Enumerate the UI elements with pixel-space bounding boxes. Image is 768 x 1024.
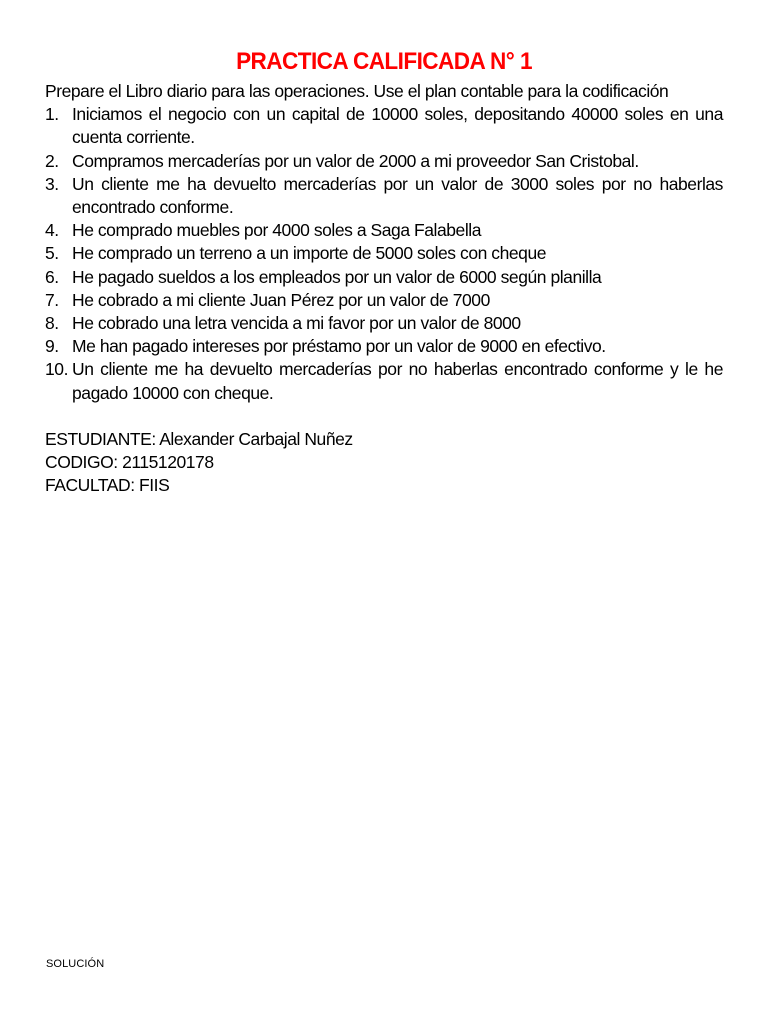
list-item — [45, 173, 723, 219]
list-item-number: 4. — [45, 220, 59, 241]
list-item-number: 7. — [45, 289, 59, 310]
list-item-text: Un cliente me ha devuelto mercaderías por un valor de 3000 soles por no haberlas encontrado conforme. — [72, 173, 723, 218]
list-item-number: 6. — [45, 266, 59, 287]
list-item-number: 2. — [45, 150, 59, 171]
list-item — [45, 289, 723, 312]
list-item-text: He comprado muebles por 4000 soles a Saga Falabella — [72, 220, 481, 241]
list-item-number: 1. — [45, 104, 59, 125]
list-item — [45, 266, 723, 289]
student-name: ESTUDIANTE: Alexander Carbajal Nuñez — [45, 428, 353, 449]
list-item — [45, 219, 723, 242]
list-item-text: He cobrado una letra vencida a mi favor por un valor de 8000 — [72, 313, 521, 334]
list-item-text: Compramos mercaderías por un valor de 2000 a mi proveedor San Cristobal. — [72, 150, 639, 171]
solution-label: SOLUCIÓN — [46, 958, 105, 970]
list-item — [45, 242, 723, 265]
list-item-text: He comprado un terreno a un importe de 5000 soles con cheque — [72, 243, 547, 264]
list-item-number: 8. — [45, 313, 59, 334]
student-info — [45, 428, 723, 498]
list-item-number: 9. — [45, 336, 59, 357]
page-title: PRACTICA CALIFICADA N° 1 — [236, 48, 532, 75]
list-item-number: 3. — [45, 173, 59, 194]
student-faculty: FACULTAD: FIIS — [45, 475, 170, 496]
list-item-text: He pagado sueldos a los empleados por un valor de 6000 según planilla — [72, 266, 602, 287]
list-item-text: He cobrado a mi cliente Juan Pérez por un valor de 7000 — [72, 289, 490, 310]
list-item — [45, 150, 723, 173]
list-item — [45, 103, 723, 149]
list-item-text: Iniciamos el negocio con un capital de 10000 soles, depositando 40000 soles en una cuenta corriente. — [72, 104, 723, 148]
student-code: CODIGO: 2115120178 — [45, 452, 214, 473]
instructions-text: Prepare el Libro diario para las operaciones. Use el plan contable para la codificación — [45, 81, 669, 101]
operations-list — [45, 103, 723, 405]
document-body — [45, 80, 723, 497]
list-item — [45, 358, 723, 404]
list-item — [45, 335, 723, 358]
list-item — [45, 312, 723, 335]
list-item-number: 5. — [45, 243, 59, 264]
list-item-number: 10. — [45, 359, 68, 380]
list-item-text: Me han pagado intereses por préstamo por un valor de 9000 en efectivo. — [72, 336, 606, 357]
list-item-text: Un cliente me ha devuelto mercaderías por no haberlas encontrado conforme y le he pagado 10000 con cheque. — [72, 359, 723, 403]
